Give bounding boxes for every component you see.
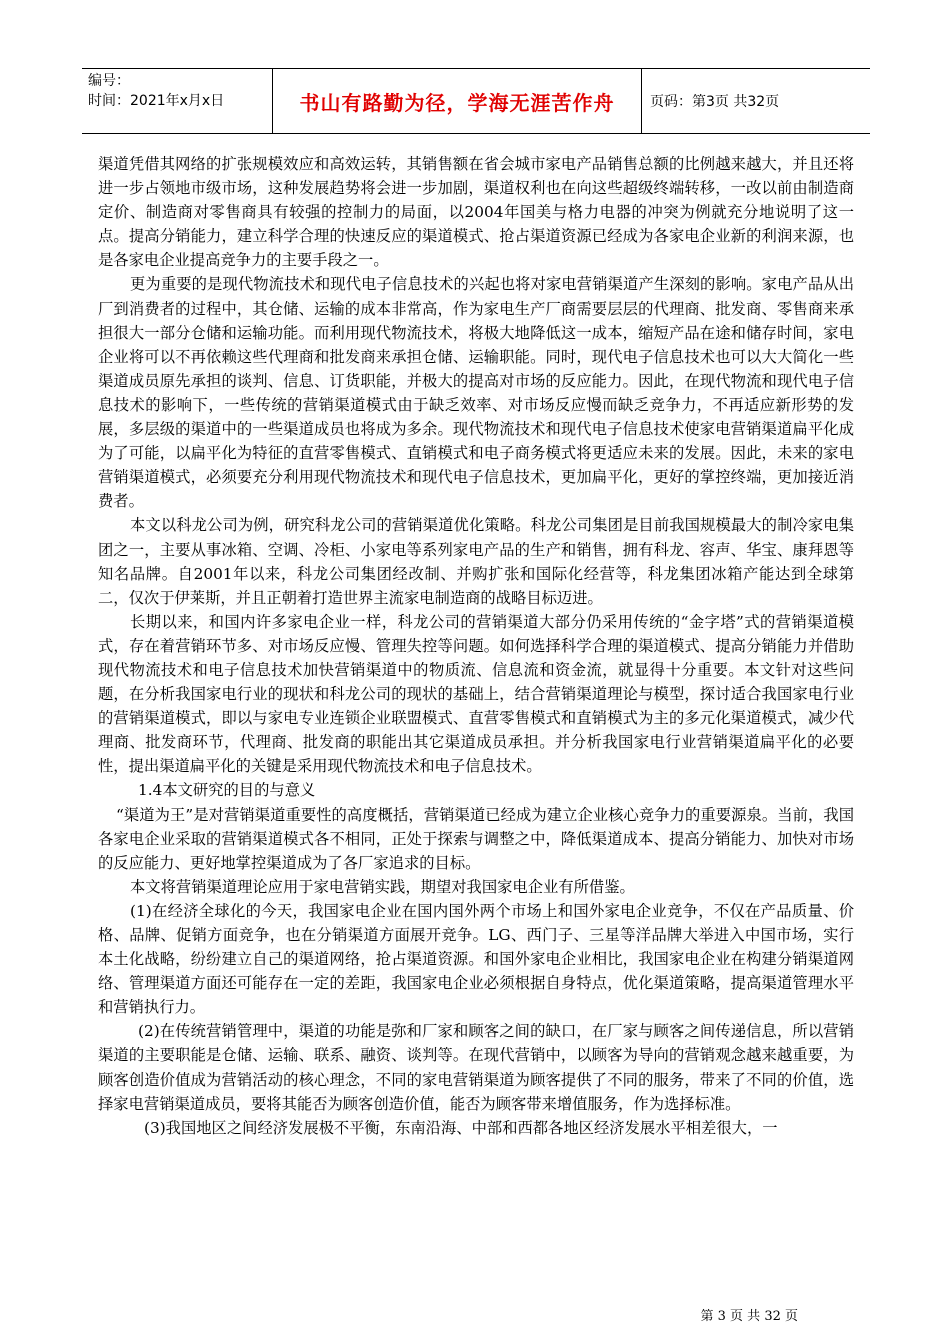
page-header [82,68,870,134]
paragraph: (2)在传统营销管理中，渠道的功能是弥和厂家和顾客之间的缺口，在厂家与顾客之间传递信息，所以营销渠道的主要职能是仓储、运输、联系、融资、谈判等。在现代营销中，以顾客为导向的营销观念越来越重要，为顾客创造价值成为营销活动的核心理念，不同的家电营销渠道为顾客提供了不同的服务，带来了不同的价值，选择家电营销渠道成员，要将其能否为顾客创造价值，能否为顾客带来增值服务，作为选择标准。 [98,1022,854,1113]
section-heading: 1.4本文研究的目的与意义 [138,781,316,800]
document-date: 时间：2021年x月x日 [88,93,225,109]
page-footer: 第 3 页 共 32 页 [700,1309,798,1324]
paragraph: 长期以来，和国内许多家电企业一样，科龙公司的营销渠道大部分仍采用传统的“金字塔”式的营销渠道模式，存在着营销环节多、对市场反应慢、管理失控等问题。如何选择科学合理的渠道模式、提高分销能力并借助现代物流技术和电子信息技术加快营销渠道中的物质流、信息流和资金流，就显得十分重要。本文针对这些问题，在分析我国家电行业的现状和科龙公司的现状的基础上，结合营销渠道理论与模型，探讨适合我国家电行业的营销渠道模式，即以与家电专业连锁企业联盟模式、直营零售模式和直销模式为主的多元化渠道模式，减少代理商、批发商环节，代理商、批发商的职能出其它渠道成员承担。并分析我国家电行业营销渠道扁平化的必要性，提出渠道扁平化的关键是采用现代物流技术和电子信息技术。 [98,612,854,776]
paragraph: 渠道凭借其网络的扩张规模效应和高效运转，其销售额在省会城市家电产品销售总额的比例越来越大，并且还将进一步占领地市级市场，这种发展趋势将会进一步加剧，渠道权利也在向这些超级终端转移，一改以前由制造商定价、制造商对零售商具有较强的控制力的局面，以2004年国美与格力电器的冲突为例就充分地说明了这一点。提高分销能力，建立科学合理的快速反应的渠道模式、抢占渠道资源已经成为各家电企业新的利润来源，也是各家电企业提高竞争力的主要手段之一。 [98,155,854,270]
paragraph: 本文将营销渠道理论应用于家电营销实践，期望对我国家电企业有所借鉴。 [130,877,635,896]
document-number-label: 编号： [88,73,130,89]
header-motto: 书山有路勤为径，学海无涯苦作舟 [272,69,642,133]
paragraph: 更为重要的是现代物流技术和现代电子信息技术的兴起也将对家电营销渠道产生深刻的影响。家电产品从出厂到消费者的过程中，其仓储、运输的成本非常高，作为家电生产厂商需要层层的代理商、批发商、零售商来承担很大一部分仓储和运输功能。而利用现代物流技术，将极大地降低这一成本，缩短产品在途和储存时间，家电企业将可以不再依赖这些代理商和批发商来承担仓储、运输职能。同时，现代电子信息技术也可以大大简化一些渠道成员原先承担的谈判、信息、订货职能，并极大的提高对市场的反应能力。因此，在现代物流和现代电子信息技术的影响下，一些传统的营销渠道模式由于缺乏效率、对市场反应慢而缺乏竞争力，不再适应新形势的发展，多层级的渠道中的一些渠道成员也将成为多余。现代物流技术和现代电子信息技术使家电营销渠道扁平化成为了可能，以扁平化为特征的直营零售模式、直销模式和电子商务模式将更适应未来的发展。因此，未来的家电营销渠道模式，必须要充分利用现代物流技术和现代电子信息技术，更加扁平化，更好的掌控终端，更加接近消费者。 [98,275,854,511]
header-meta [82,69,272,133]
paragraph: (1)在经济全球化的今天，我国家电企业在国内国外两个市场上和国外家电企业竞争，不仅在产品质量、价格、品牌、促销方面竞争，也在分销渠道方面展开竞争。LG、西门子、三星等洋品牌大举进入中国市场，实行本土化战略，纷纷建立自己的渠道网络，抢占渠道资源。和国外家电企业相比，我国家电企业在构建分销渠道网络、管理渠道方面还可能存在一定的差距，我国家电企业必须根据自身特点，优化渠道策略，提高渠道管理水平和营销执行力。 [98,901,854,1017]
paragraph: 本文以科龙公司为例，研究科龙公司的营销渠道优化策略。科龙公司集团是目前我国规模最大的制冷家电集团之一，主要从事冰箱、空调、冷柜、小家电等系列家电产品的生产和销售，拥有科龙、容声、华宝、康拜恩等知名品牌。自2001年以来，科龙公司集团经改制、并购扩张和国际化经营等，科龙集团冰箱产能达到全球第二，仅次于伊莱斯，并且正朝着打造世界主流家电制造商的战略目标迈进。 [98,516,854,607]
paragraph: (3)我国地区之间经济发展极不平衡，东南沿海、中部和西都各地区经济发展水平相差很大，一 [144,1118,778,1137]
header-page-info: 页码：第3页 共32页 [650,94,780,110]
document-body [98,152,854,1140]
paragraph: “渠道为王”是对营销渠道重要性的高度概括，营销渠道已经成为建立企业核心竞争力的重要源泉。当前，我国各家电企业采取的营销渠道模式各不相同，正处于探索与调整之中，降低渠道成本、提高分销能力、加快对市场的反应能力、更好地掌控渠道成为了各厂家追求的目标。 [98,805,854,872]
